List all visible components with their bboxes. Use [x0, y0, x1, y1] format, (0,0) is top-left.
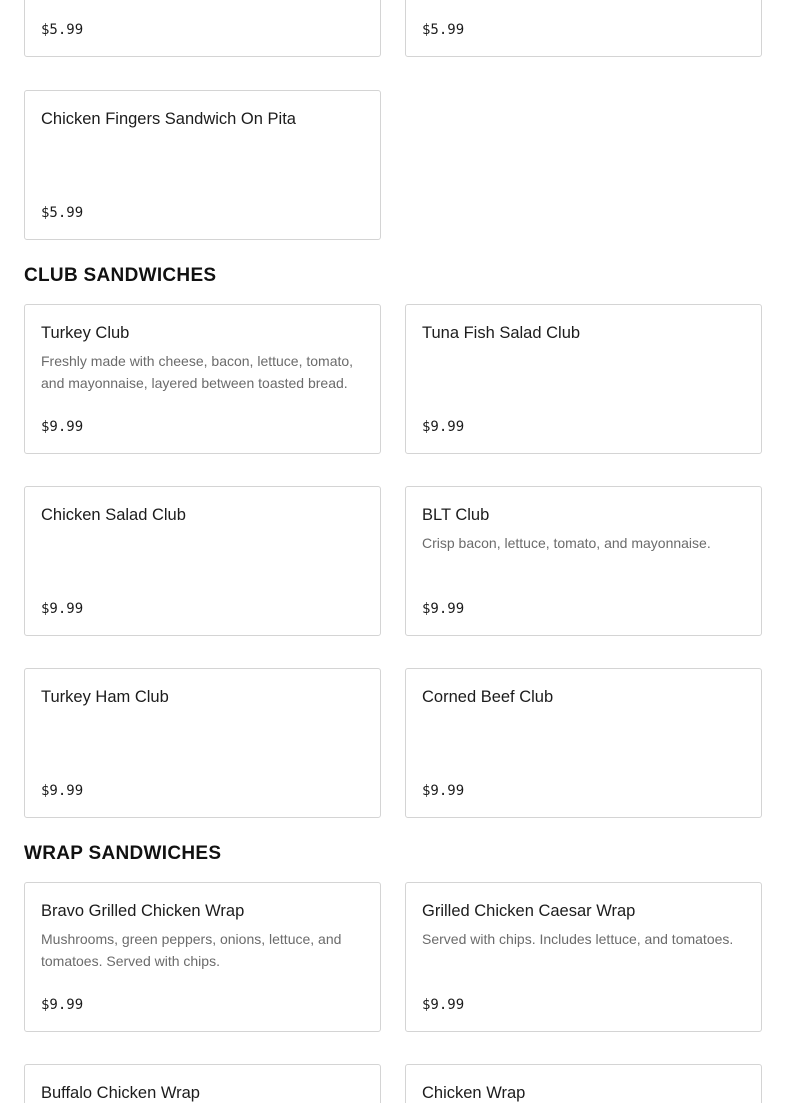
- menu-item-card[interactable]: [405, 0, 762, 57]
- item-name: Buffalo Chicken Wrap: [41, 1084, 200, 1102]
- menu-item-card[interactable]: [405, 304, 762, 454]
- item-name: Bravo Grilled Chicken Wrap: [41, 902, 245, 920]
- item-name: Grilled Chicken Caesar Wrap: [422, 902, 636, 920]
- menu-item-card[interactable]: [24, 882, 381, 1032]
- menu-item-card[interactable]: [24, 1064, 381, 1103]
- section-title-wrap-sandwiches: WRAP SANDWICHES: [24, 843, 222, 864]
- menu-item-card[interactable]: [24, 0, 381, 57]
- item-name: Corned Beef Club: [422, 688, 554, 706]
- item-name: BLT Club: [422, 506, 490, 524]
- item-price: $9.99: [41, 601, 84, 617]
- item-description: Freshly made with cheese, bacon, lettuce, tomato, and mayonnaise, layered between toasted bread.: [41, 353, 354, 391]
- item-name: Tuna Fish Salad Club: [422, 324, 581, 342]
- menu-item-card[interactable]: [405, 668, 762, 818]
- menu-item-card[interactable]: [405, 882, 762, 1032]
- item-price: $5.99: [41, 22, 84, 38]
- item-price: $9.99: [422, 783, 465, 799]
- item-price: $9.99: [422, 601, 465, 617]
- menu-item-card[interactable]: [405, 1064, 762, 1103]
- item-price: $9.99: [422, 419, 465, 435]
- section-title-club-sandwiches: CLUB SANDWICHES: [24, 265, 217, 286]
- menu-item-card[interactable]: [24, 668, 381, 818]
- menu-item-card[interactable]: [405, 486, 762, 636]
- item-price: $5.99: [41, 205, 84, 221]
- item-name: Turkey Ham Club: [41, 688, 169, 706]
- item-name: Chicken Salad Club: [41, 506, 186, 524]
- menu-item-card[interactable]: [24, 304, 381, 454]
- item-name: Turkey Club: [41, 324, 130, 342]
- item-description: Crisp bacon, lettuce, tomato, and mayonnaise.: [422, 535, 711, 551]
- item-description: Mushrooms, green peppers, onions, lettuce, and tomatoes. Served with chips.: [41, 931, 342, 969]
- menu-item-card[interactable]: [24, 90, 381, 240]
- item-price: $9.99: [41, 997, 84, 1013]
- menu-item-card[interactable]: [24, 486, 381, 636]
- item-price: $9.99: [41, 419, 84, 435]
- item-name: Chicken Wrap: [422, 1084, 526, 1102]
- item-price: $5.99: [422, 22, 465, 38]
- item-price: $9.99: [41, 783, 84, 799]
- item-name: Chicken Fingers Sandwich On Pita: [41, 110, 296, 128]
- item-price: $9.99: [422, 997, 465, 1013]
- item-description: Served with chips. Includes lettuce, and tomatoes.: [422, 931, 734, 947]
